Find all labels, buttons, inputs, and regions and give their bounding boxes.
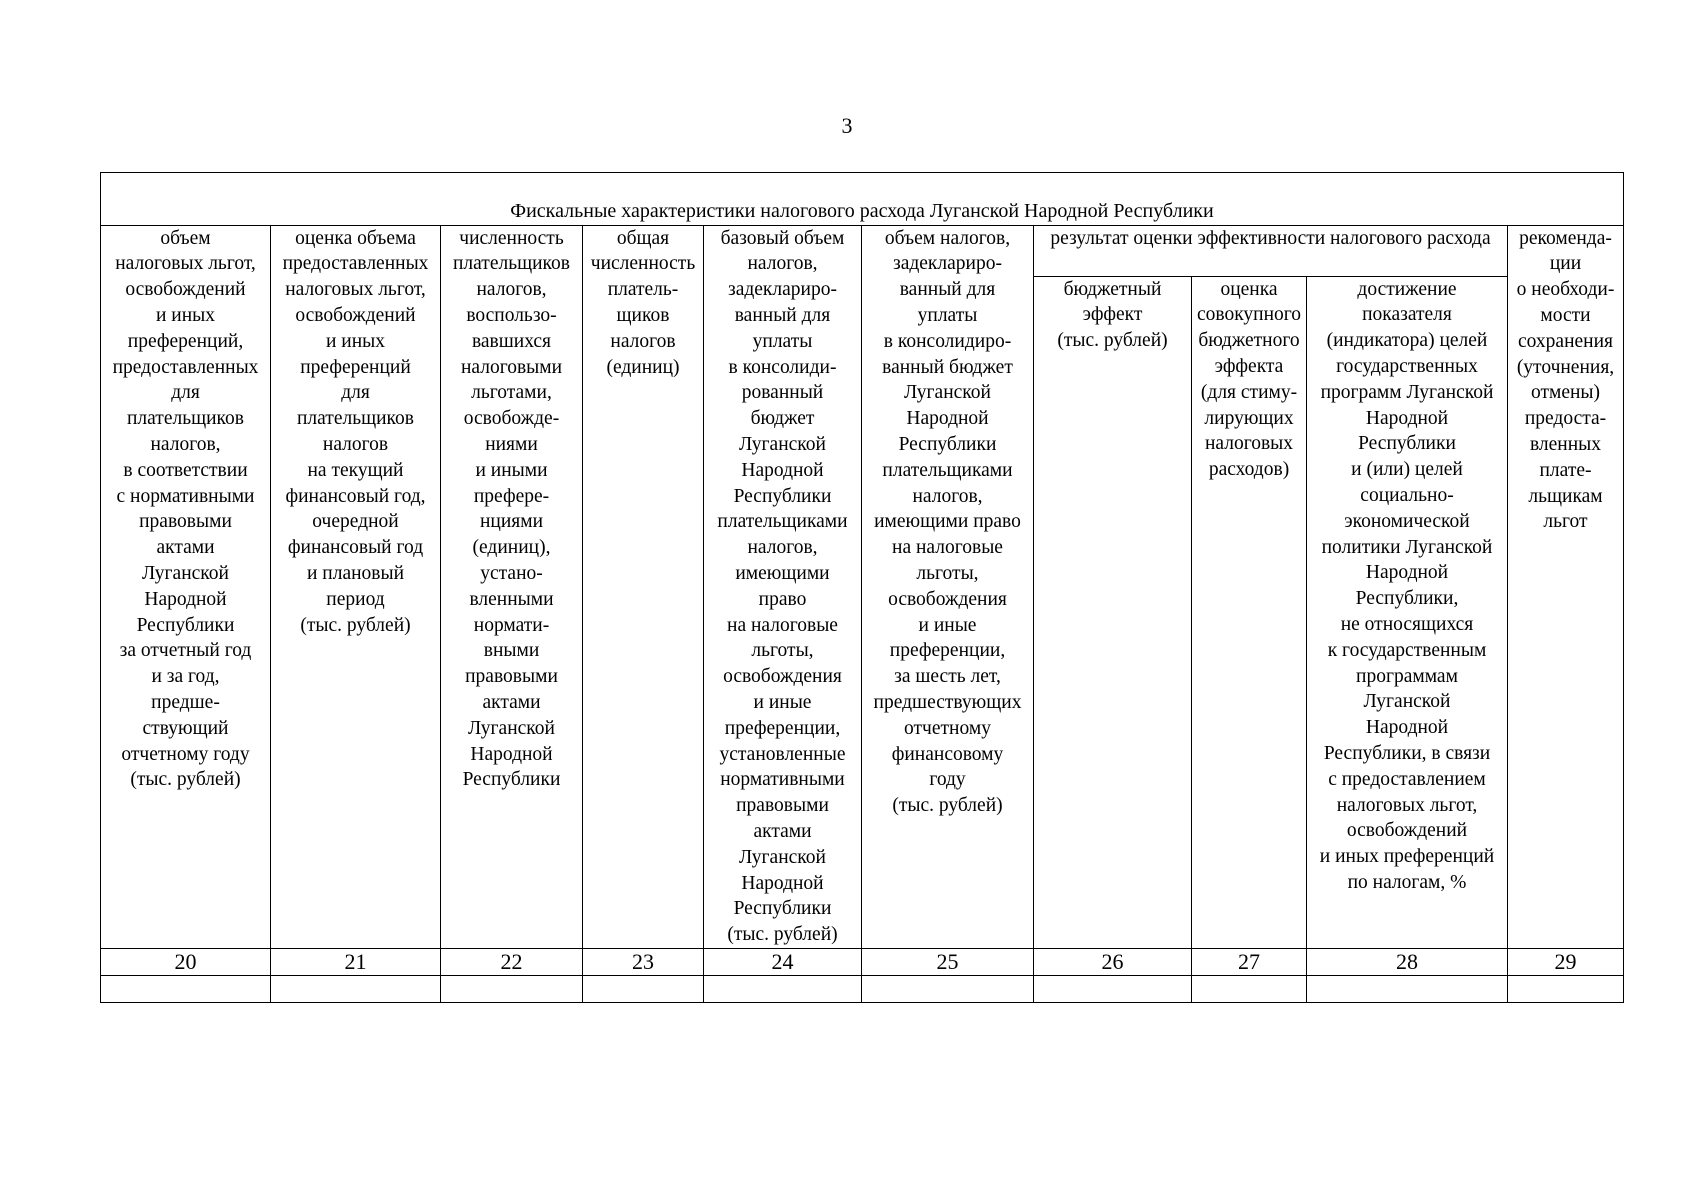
column-header-20: объем налоговых льгот, освобождений и иных преференций, предоставленных для плательщиков налогов, в соответствии с нормативными правовыми актами Луганской Народной Республики за отчетный год и за год, предше- ствующий отчетному году (тыс. рублей)	[101, 225, 271, 948]
column-number-29: 29	[1508, 948, 1624, 975]
page-number: 3	[841, 113, 853, 138]
column-number-22: 22	[441, 948, 583, 975]
column-header-22: численность плательщиков налогов, воспользо- вавшихся налоговыми льготами, освобожде- ниями и иными префере- нциями (единиц), устано- вленными нормати- вными правовыми актами Луганской Народной Республики	[441, 225, 583, 948]
column-header-27: оценка совокупного бюджетного эффекта (для стиму- лирующих налоговых расходов)	[1192, 276, 1307, 948]
fiscal-characteristics-table	[100, 172, 1624, 1003]
table-title-cell	[101, 173, 1624, 226]
column-header-24: базовый объем налогов, задеклариро- ванный для уплаты в консолиди- рованный бюджет Луганской Народной Республики плательщиками налогов, имеющими право на налоговые льготы, освобождения и иные преференции, установленные нормативными правовыми актами Луганской Народной Республики (тыс. рублей)	[704, 225, 862, 948]
column-header-29: рекоменда- ции о необходи- мости сохранения (уточнения, отмены) предоста- вленных плате- льщикам льгот	[1508, 225, 1624, 948]
table-cell	[704, 975, 862, 1002]
table-cell	[862, 975, 1034, 1002]
column-header-28: достижение показателя (индикатора) целей государственных программ Луганской Народной Республики и (или) целей социально- экономической политики Луганской Народной Республики, не относящихся к государственным программам Луганской Народной Республики, в связи с предоставлением налоговых льгот, освобождений и иных преференций по налогам, %	[1307, 276, 1508, 948]
column-header-25: объем налогов, задеклариро- ванный для уплаты в консолидиро- ванный бюджет Луганской Народной Республики плательщиками налогов, имеющими право на налоговые льготы, освобождения и иные преференции, за шесть лет, предшествующих отчетному финансовому году (тыс. рублей)	[862, 225, 1034, 948]
table-cell	[1508, 975, 1624, 1002]
column-number-row	[101, 948, 1624, 975]
column-number-23: 23	[583, 948, 704, 975]
table-cell	[1034, 975, 1192, 1002]
column-number-21: 21	[271, 948, 441, 975]
table-row	[101, 975, 1624, 1002]
column-header-21: оценка объема предоставленных налоговых льгот, освобождений и иных преференций для плательщиков налогов на текущий финансовый год, очередной финансовый год и плановый период (тыс. рублей)	[271, 225, 441, 948]
table-title-row	[101, 173, 1624, 226]
column-number-20: 20	[101, 948, 271, 975]
table-title: Фискальные характеристики налогового расхода Луганской Народной Республики	[510, 199, 1214, 222]
header-row-1	[101, 225, 1624, 276]
table-cell	[1192, 975, 1307, 1002]
column-header-23: общая численность платель- щиков налогов (единиц)	[583, 225, 704, 948]
column-number-26: 26	[1034, 948, 1192, 975]
table-cell	[583, 975, 704, 1002]
efficiency-group-header: результат оценки эффективности налогового расхода	[1034, 225, 1508, 276]
column-number-25: 25	[862, 948, 1034, 975]
table-cell	[1307, 975, 1508, 1002]
column-header-26: бюджетный эффект (тыс. рублей)	[1034, 276, 1192, 948]
column-number-24: 24	[704, 948, 862, 975]
table-cell	[271, 975, 441, 1002]
table-cell	[441, 975, 583, 1002]
column-number-27: 27	[1192, 948, 1307, 975]
column-number-28: 28	[1307, 948, 1508, 975]
table-cell	[101, 975, 271, 1002]
